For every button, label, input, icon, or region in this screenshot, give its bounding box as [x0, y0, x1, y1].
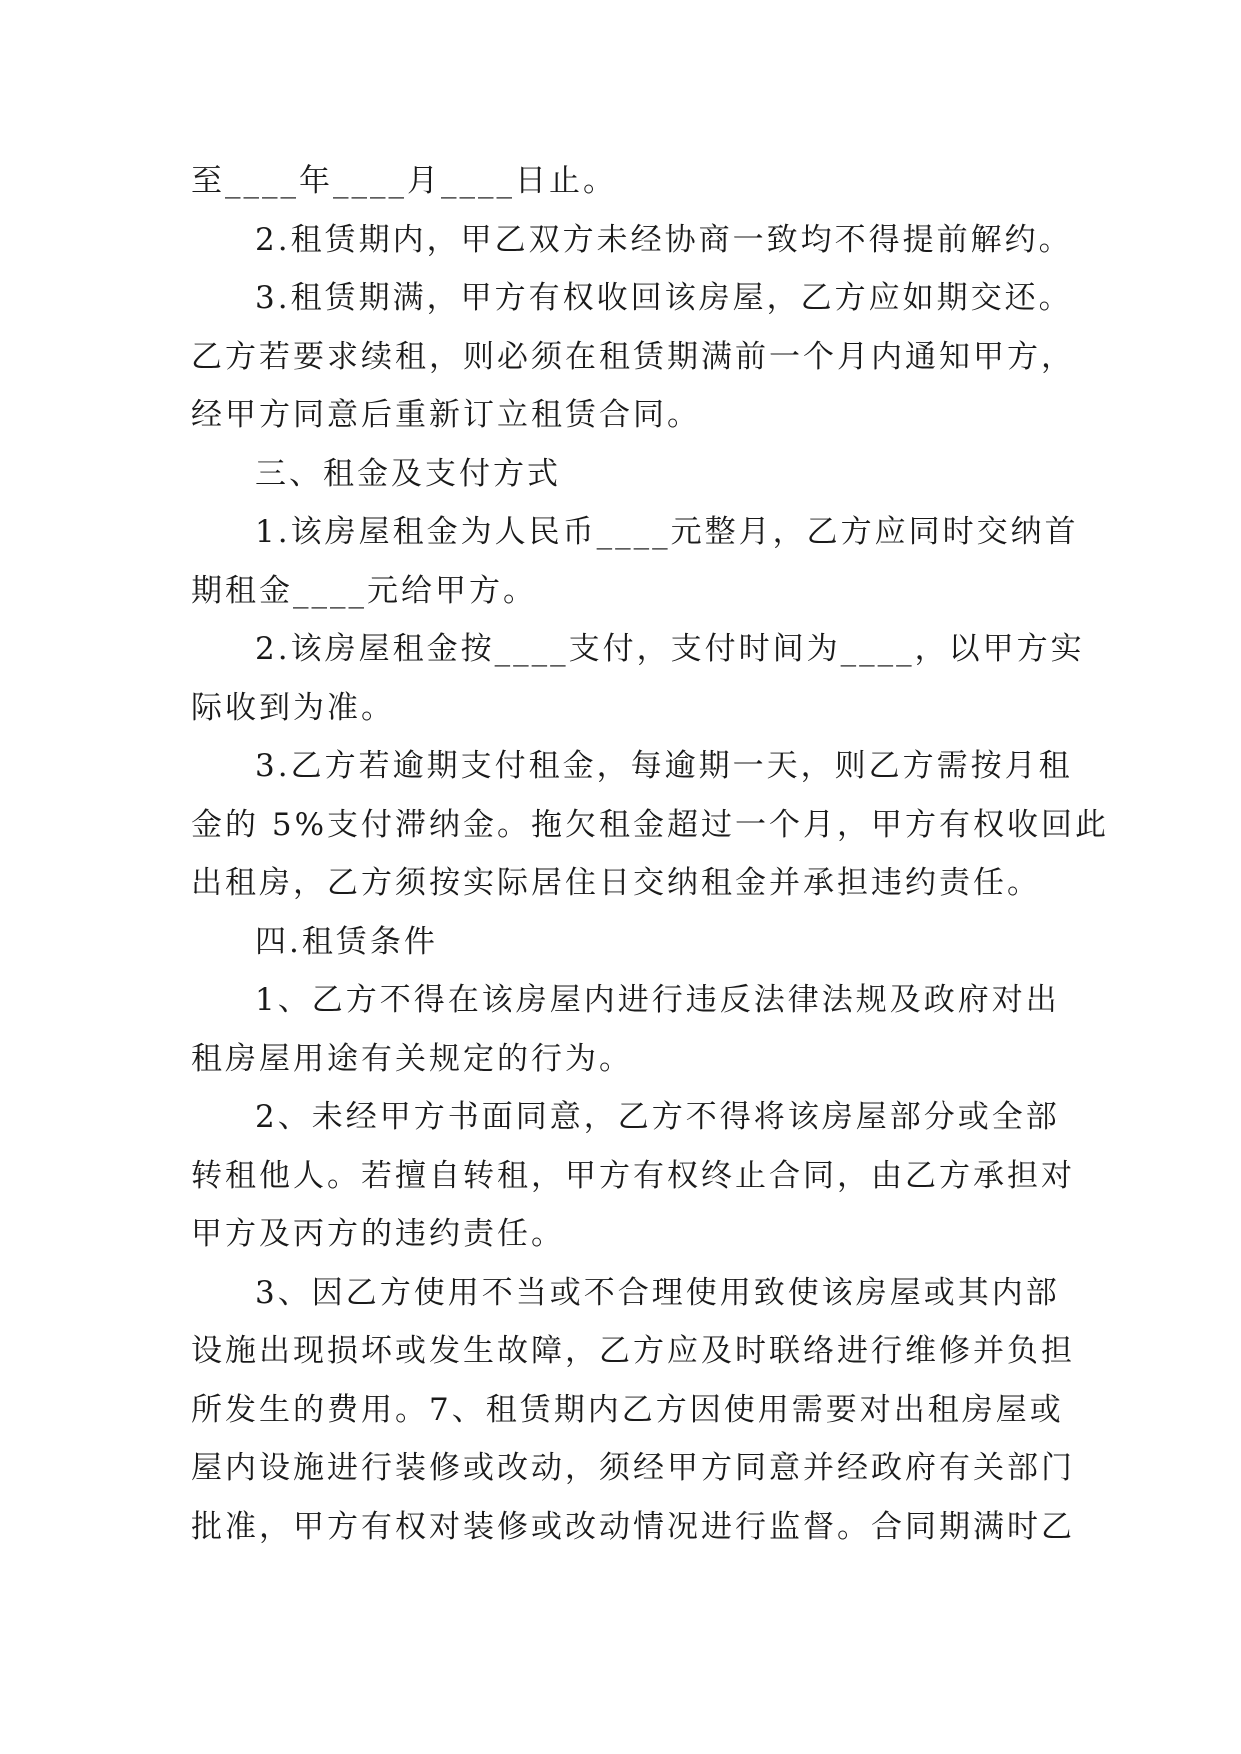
- text-line: 3.租赁期满，甲方有权收回该房屋，乙方应如期交还。: [255, 280, 1073, 316]
- text-line: 2.租赁期内，甲乙双方未经协商一致均不得提前解约。: [255, 221, 1073, 258]
- text-line: 出租房，乙方须按实际居住日交纳租金并承担违约责任。: [191, 865, 1041, 901]
- text-line: 期租金____元给甲方。: [191, 572, 537, 609]
- section-heading: 四.租赁条件: [255, 923, 438, 960]
- text-line: 所发生的费用。7、租赁期内乙方因使用需要对出租房屋或: [191, 1391, 1064, 1428]
- text-line: 际收到为准。: [191, 689, 395, 726]
- text-line: 至____年____月____日止。: [191, 163, 617, 199]
- text-line: 屋内设施进行装修或改动，须经甲方同意并经政府有关部门: [191, 1450, 1075, 1486]
- text-line: 3.乙方若逾期支付租金，每逾期一天，则乙方需按月租: [255, 748, 1073, 784]
- document-body: [191, 152, 1110, 1556]
- text-line: 2.该房屋租金按____支付，支付时间为____，以甲方实: [255, 631, 1085, 667]
- text-line: 经甲方同意后重新订立租赁合同。: [191, 397, 701, 433]
- text-line: 转租他人。若擅自转租，甲方有权终止合同，由乙方承担对: [191, 1157, 1075, 1194]
- text-line: 甲方及丙方的违约责任。: [191, 1216, 565, 1252]
- text-line: 设施出现损坏或发生故障，乙方应及时联络进行维修并负担: [191, 1333, 1075, 1369]
- text-line: 2、未经甲方书面同意，乙方不得将该房屋部分或全部: [255, 1099, 1060, 1135]
- text-line: 批准，甲方有权对装修或改动情况进行监督。合同期满时乙: [191, 1508, 1075, 1545]
- text-line: 1、乙方不得在该房屋内进行违反法律法规及政府对出: [255, 982, 1060, 1018]
- section-heading: 三、租金及支付方式: [255, 455, 561, 492]
- text-line: 租房屋用途有关规定的行为。: [191, 1040, 633, 1077]
- text-line: 金的 5%支付滞纳金。拖欠租金超过一个月，甲方有权收回此: [191, 806, 1110, 843]
- text-line: 1.该房屋租金为人民币____元整月，乙方应同时交纳首: [255, 514, 1079, 550]
- text-line: 乙方若要求续租，则必须在租赁期满前一个月内通知甲方，: [191, 338, 1075, 375]
- text-line: 3、因乙方使用不当或不合理使用致使该房屋或其内部: [255, 1274, 1060, 1311]
